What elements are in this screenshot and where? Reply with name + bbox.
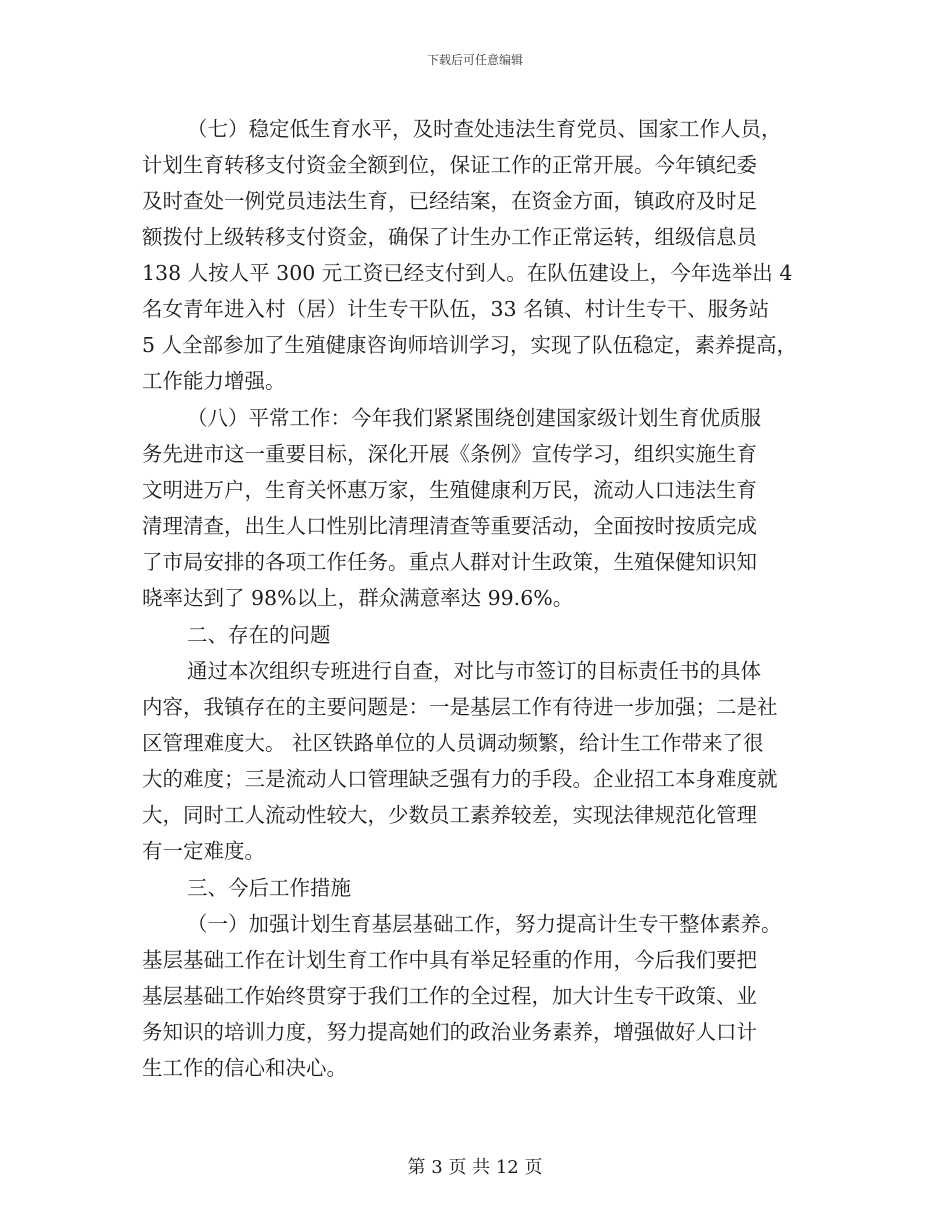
text-line: 基层基础工作始终贯穿于我们工作的全过程，加大计生专干政策、业	[142, 984, 757, 1008]
text-line: （八）平常工作：今年我们紧紧围绕创建国家级计划生育优质服	[187, 406, 761, 430]
text-line: 通过本次组织专班进行自查，对比与市签订的目标责任书的具体	[187, 659, 761, 683]
text-line: 务知识的培训力度，努力提高她们的政治业务素养，增强做好人口计	[142, 1020, 757, 1044]
text-line: 晓率达到了 98%以上，群众满意率达 99.6%。	[142, 586, 574, 610]
text-line: 计划生育转移支付资金全额到位，保证工作的正常开展。今年镇纪委	[142, 153, 757, 177]
page-header-note: 下载后可任意编辑	[426, 53, 523, 67]
text-line: 大的难度；三是流动人口管理缺乏强有力的手段。企业招工本身难度就	[142, 767, 778, 791]
text-line: （七）稳定低生育水平，及时查处违法生育党员、国家工作人员，	[187, 117, 782, 141]
section-heading: 三、今后工作措施	[187, 876, 351, 900]
section-heading: 二、存在的问题	[187, 623, 331, 647]
text-line: 了市局安排的各项工作任务。重点人群对计生政策，生殖保健知识知	[142, 550, 757, 574]
text-line: 清理清查，出生人口性别比清理清查等重要活动，全面按时按质完成	[142, 514, 757, 538]
text-line: 工作能力增强。	[142, 369, 286, 393]
text-line: 务先进市这一重要目标，深化开展《条例》宣传学习，组织实施生育	[142, 442, 757, 466]
text-line: 区管理难度大。 社区铁路单位的人员调动频繁，给计生工作带来了很	[142, 731, 764, 755]
text-line: 生工作的信心和决心。	[142, 1056, 347, 1080]
text-line: 有一定难度。	[142, 839, 265, 863]
text-line: 138 人按人平 300 元工资已经支付到人。在队伍建设上，今年选举出 4	[142, 261, 793, 285]
text-line: 文明进万户，生育关怀惠万家，生殖健康利万民，流动人口违法生育	[142, 478, 757, 502]
text-line: 基层基础工作在计划生育工作中具有举足轻重的作用，今后我们要把	[142, 948, 757, 972]
page-number: 第 3 页 共 12 页	[407, 1157, 543, 1178]
text-line: 5 人全部参加了生殖健康咨询师培训学习，实现了队伍稳定，素养提高，	[142, 333, 798, 357]
text-line: 名女青年进入村（居）计生专干队伍，33 名镇、村计生专干、服务站	[142, 297, 770, 321]
text-line: （一）加强计划生育基层基础工作，努力提高计生专干整体素养。	[187, 912, 782, 936]
text-line: 内容，我镇存在的主要问题是：一是基层工作有待进一步加强；二是社	[142, 695, 778, 719]
text-line: 额拨付上级转移支付资金，确保了计生办工作正常运转，组级信息员	[142, 225, 757, 249]
text-line: 大，同时工人流动性较大，少数员工素养较差，实现法律规范化管理	[142, 803, 757, 827]
text-line: 及时查处一例党员违法生育，已经结案，在资金方面，镇政府及时足	[142, 189, 757, 213]
